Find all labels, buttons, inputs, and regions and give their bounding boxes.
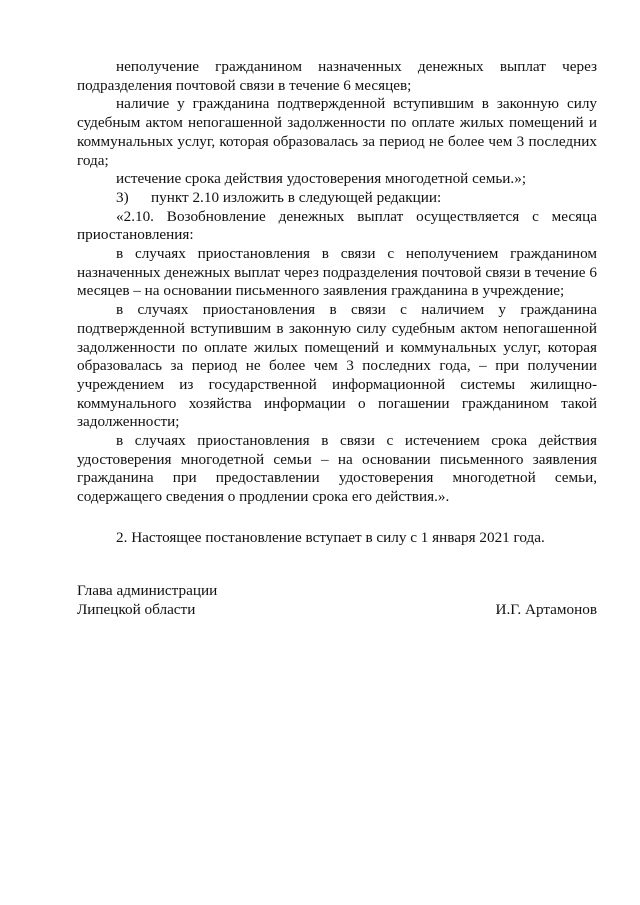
paragraph-2-10-case-debt: в случаях приостановления в связи с наличием у гражданина подтвержденной вступившим в законную силу судебным актом непогашенной задолженности по оплате жилых помещений и коммунальных услуг, которая образовалась за период не более чем 3 последних года, – при получении учреждением из государственной информационной системы жилищно-коммунального хозяйства информации о погашении гражданином такой задолженности; — [77, 301, 597, 431]
item-text: пункт 2.10 изложить в следующей редакции: — [151, 188, 442, 206]
item-number: 3) — [116, 188, 129, 206]
paragraph-gap — [77, 507, 597, 529]
signature-title-line1: Глава администрации — [77, 582, 218, 599]
document-body — [77, 58, 597, 548]
paragraph-clause-2: 2. Настоящее постановление вступает в силу с 1 января 2021 года. — [116, 528, 545, 546]
paragraph-2-10-case-postal: в случаях приостановления в связи с неполучением гражданином назначенных денежных выплат через подразделения почтовой связи в течение 6 месяцев – на основании письменного заявления гражданина в учреждение; — [77, 245, 597, 300]
paragraph-item-3 — [77, 189, 597, 208]
paragraph-expiry: истечение срока действия удостоверения многодетной семьи.»; — [116, 170, 527, 188]
signature-title-line2: Липецкой области — [77, 600, 196, 618]
paragraph-2-10-case-expiry: в случаях приостановления в связи с истечением срока действия удостоверения многодетной семьи – на основании письменного заявления гражданина при предоставлении удостоверения многодетной семьи, содержащего сведения о продлении срока его действия.». — [77, 432, 597, 506]
signature-row — [77, 601, 597, 620]
paragraph-debt: наличие у гражданина подтвержденной вступившим в законную силу судебным актом непогашенной задолженности по оплате жилых помещений и коммунальных услуг, которая образовалась за период не более чем 3 последних года; — [77, 95, 597, 169]
paragraph-2-10-heading: «2.10. Возобновление денежных выплат осуществляется с месяца приостановления: — [77, 207, 597, 244]
signatory-name: И.Г. Артамонов — [495, 600, 597, 618]
paragraph-nonreceipt: неполучение гражданином назначенных денежных выплат через подразделения почтовой связи в течение 6 месяцев; — [77, 58, 597, 94]
signature-block — [77, 582, 597, 619]
